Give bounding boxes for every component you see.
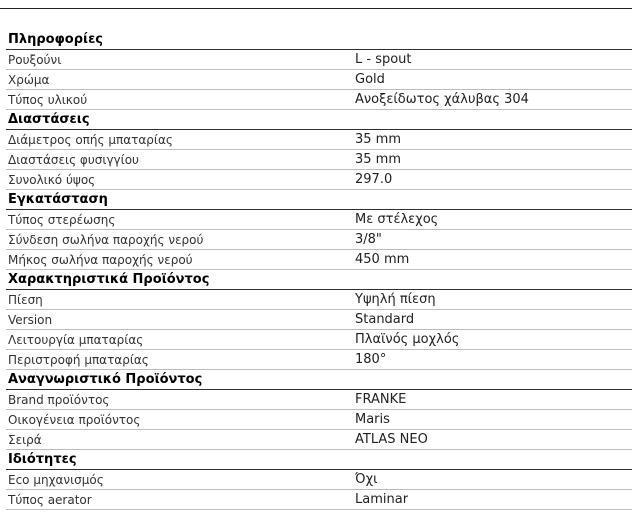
specifications-table <box>6 30 632 510</box>
spec-row <box>6 490 632 510</box>
spec-value: 35 mm <box>355 152 402 167</box>
spec-row <box>6 430 632 450</box>
spec-label: Συνολικό ύψος <box>8 173 96 187</box>
spec-row <box>6 170 632 190</box>
spec-value: Laminar <box>355 492 409 507</box>
spec-row <box>6 150 632 170</box>
section-title: Πληροφορίες <box>6 30 632 50</box>
spec-label: Brand προϊόντος <box>8 393 110 407</box>
spec-row <box>6 470 632 490</box>
spec-value: 180° <box>355 352 387 367</box>
spec-value: Με στέλεχος <box>355 212 439 227</box>
section-properties <box>6 450 632 510</box>
spec-label: Χρώμα <box>8 73 50 87</box>
spec-label: Πίεση <box>8 293 43 307</box>
spec-row <box>6 290 632 310</box>
section-product-identifier <box>6 370 632 450</box>
section-title: Χαρακτηριστικά Προϊόντος <box>6 270 632 290</box>
spec-label: Σειρά <box>8 433 42 447</box>
spec-label: Ρουξούνι <box>8 53 62 67</box>
spec-label: Τύπος στερέωσης <box>8 213 116 227</box>
spec-row <box>6 50 632 70</box>
spec-row <box>6 410 632 430</box>
section-title: Ιδιότητες <box>6 450 632 470</box>
spec-row <box>6 210 632 230</box>
spec-row <box>6 310 632 330</box>
spec-label: Σύνδεση σωλήνα παροχής νερού <box>8 233 204 247</box>
spec-value: 297.0 <box>355 172 393 187</box>
spec-value: Πλαϊνός μοχλός <box>355 332 460 347</box>
spec-label: Τύπος aerator <box>8 493 92 507</box>
spec-value: Ανοξείδωτος χάλυβας 304 <box>355 92 529 107</box>
spec-row <box>6 350 632 370</box>
spec-label: Version <box>8 313 53 327</box>
spec-row <box>6 230 632 250</box>
spec-value: Όχι <box>355 472 378 487</box>
spec-row <box>6 90 632 110</box>
spec-value: FRANKE <box>355 392 407 407</box>
section-dimensions <box>6 110 632 190</box>
spec-value: ATLAS NEO <box>355 432 428 447</box>
spec-row <box>6 130 632 150</box>
spec-row <box>6 390 632 410</box>
section-product-features <box>6 270 632 370</box>
spec-value: Υψηλή πίεση <box>355 292 436 307</box>
spec-label: Eco μηχανισμός <box>8 473 104 487</box>
spec-label: Λειτουργία μπαταρίας <box>8 333 144 347</box>
spec-row <box>6 250 632 270</box>
top-divider <box>0 8 632 9</box>
section-title: Αναγνωριστικό Προϊόντος <box>6 370 632 390</box>
spec-value: 3/8" <box>355 232 382 247</box>
spec-value: 450 mm <box>355 252 410 267</box>
spec-row <box>6 330 632 350</box>
spec-value: Gold <box>355 72 385 87</box>
section-title: Εγκατάσταση <box>6 190 632 210</box>
spec-label: Διάμετρος οπής μπαταρίας <box>8 133 173 147</box>
spec-value: Maris <box>355 412 390 427</box>
section-title: Διαστάσεις <box>6 110 632 130</box>
spec-value: Standard <box>355 312 415 327</box>
spec-label: Τύπος υλικού <box>8 93 88 107</box>
spec-label: Οικογένεια προϊόντος <box>8 413 141 427</box>
spec-label: Διαστάσεις φυσιγγίου <box>8 153 140 167</box>
spec-value: 35 mm <box>355 132 402 147</box>
spec-label: Περιστροφή μπαταρίας <box>8 353 149 367</box>
section-installation <box>6 190 632 270</box>
spec-label: Μήκος σωλήνα παροχής νερού <box>8 253 193 267</box>
spec-row <box>6 70 632 90</box>
spec-value: L - spout <box>355 52 412 67</box>
section-info <box>6 30 632 110</box>
